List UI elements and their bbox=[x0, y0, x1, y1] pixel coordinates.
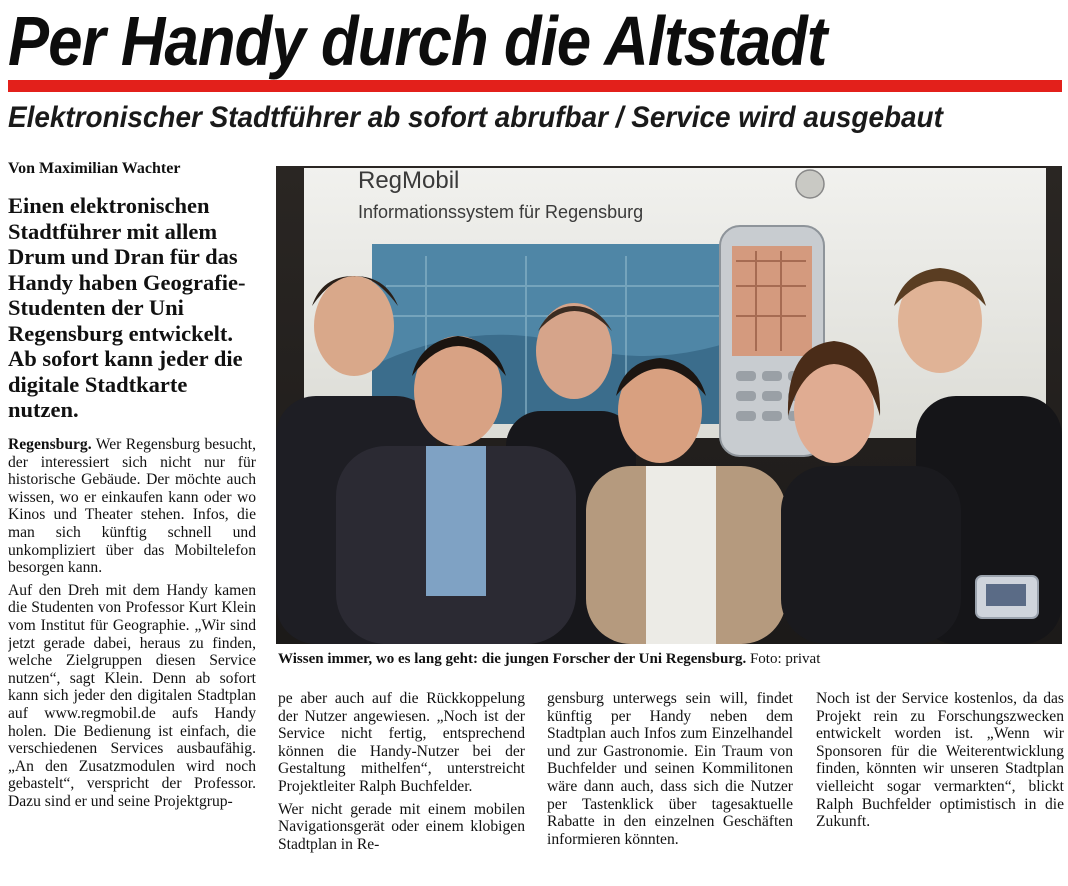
byline: Von Maximilian Wachter bbox=[8, 160, 181, 177]
text-column-1 bbox=[8, 436, 256, 886]
text-column-3 bbox=[547, 690, 793, 886]
poster-title: RegMobil bbox=[358, 167, 460, 194]
text-column-4 bbox=[816, 690, 1064, 886]
dateline: Regensburg. bbox=[8, 436, 92, 453]
column-paragraph: Wer nicht gerade mit einem mobilen Navigationsgerät oder einem klobigen Stadtplan in Re- bbox=[278, 800, 525, 853]
article-headline: Per Handy durch die Altstadt bbox=[8, 2, 827, 80]
poster-subtitle: Informationssystem für Regensburg bbox=[358, 202, 644, 222]
article-subheadline: Elektronischer Stadtführer ab sofort abrufbar / Service wird ausgebaut bbox=[8, 101, 943, 134]
column-paragraph: pe aber auch auf die Rückkoppelung der Nutzer angewiesen. „Noch ist der Service nicht fertig, entsprechend können die Handy-Nutzer bei der Gestaltung mithelfen“, unterstreicht Projektleiter Ralph Buchfelder. bbox=[278, 690, 525, 795]
column-paragraph: Auf den Dreh mit dem Handy kamen die Studenten von Professor Kurt Klein vom Institut für Geographie. „Wir sind jetzt gerade dabei, heraus zu finden, welche Zielgruppen diesen Service nutzen“, sagt Klein. Denn ab sofort kann sich jeder den digitalen Stadtplan auf www.regmobil.de aufs Handy holen. Die Bedienung ist einfach, die verschiedenen Services ausbaufähig. „An den Zusatzmodulen wird noch gebastelt“, verspricht der Professor. Dazu sind er und seine Projektgrup- bbox=[8, 581, 256, 810]
photo-caption bbox=[278, 651, 820, 668]
photo-credit: Foto: privat bbox=[749, 651, 821, 667]
column-paragraph: gensburg unterwegs sein will, findet künftig per Handy neben dem Stadtplan auch Infos zum Einzelhandel und zur Gastronomie. Ein Traum von Buchfelder und seinen Kommilitonen wäre dann auch, dass sich die Nutzer per Tastenklick über tagesaktuelle Rabatte in den einzelnen Geschäften informieren könnten. bbox=[547, 690, 793, 848]
column-paragraph: Noch ist der Service kostenlos, da das Projekt rein zu Forschungszwecken entwickelt worden ist. „Wenn wir Sponsoren für die Weiterentwicklung finden, könnten wir unseren Stadtplan vielleicht sogar vermarkten“, blickt Ralph Buchfelder optimistisch in die Zukunft. bbox=[816, 690, 1064, 831]
text-column-2 bbox=[278, 690, 525, 886]
headline-rule bbox=[8, 80, 1062, 92]
lead-paragraph: Einen elektronischen Stadtführer mit allem Drum und Dran für das Handy haben Geografie-Studenten der Uni Regensburg entwickelt. Ab sofort kann jeder die digitale Stadtkarte nutzen. bbox=[8, 193, 246, 422]
caption-text: Wissen immer, wo es lang geht: die jungen Forscher der Uni Regensburg. bbox=[278, 651, 747, 667]
group-photo bbox=[276, 166, 1062, 644]
paragraph-text: Wer Regensburg besucht, der interessiert sich nicht nur für historische Gebäude. Der möchte auch wissen, wo er einkaufen kann oder wo Kinos und Theater stehen. Infos, die man sich künftig schnell und unkompliziert über das Mobiltelefon besorgen kann. bbox=[8, 436, 256, 577]
column-paragraph bbox=[8, 436, 256, 577]
